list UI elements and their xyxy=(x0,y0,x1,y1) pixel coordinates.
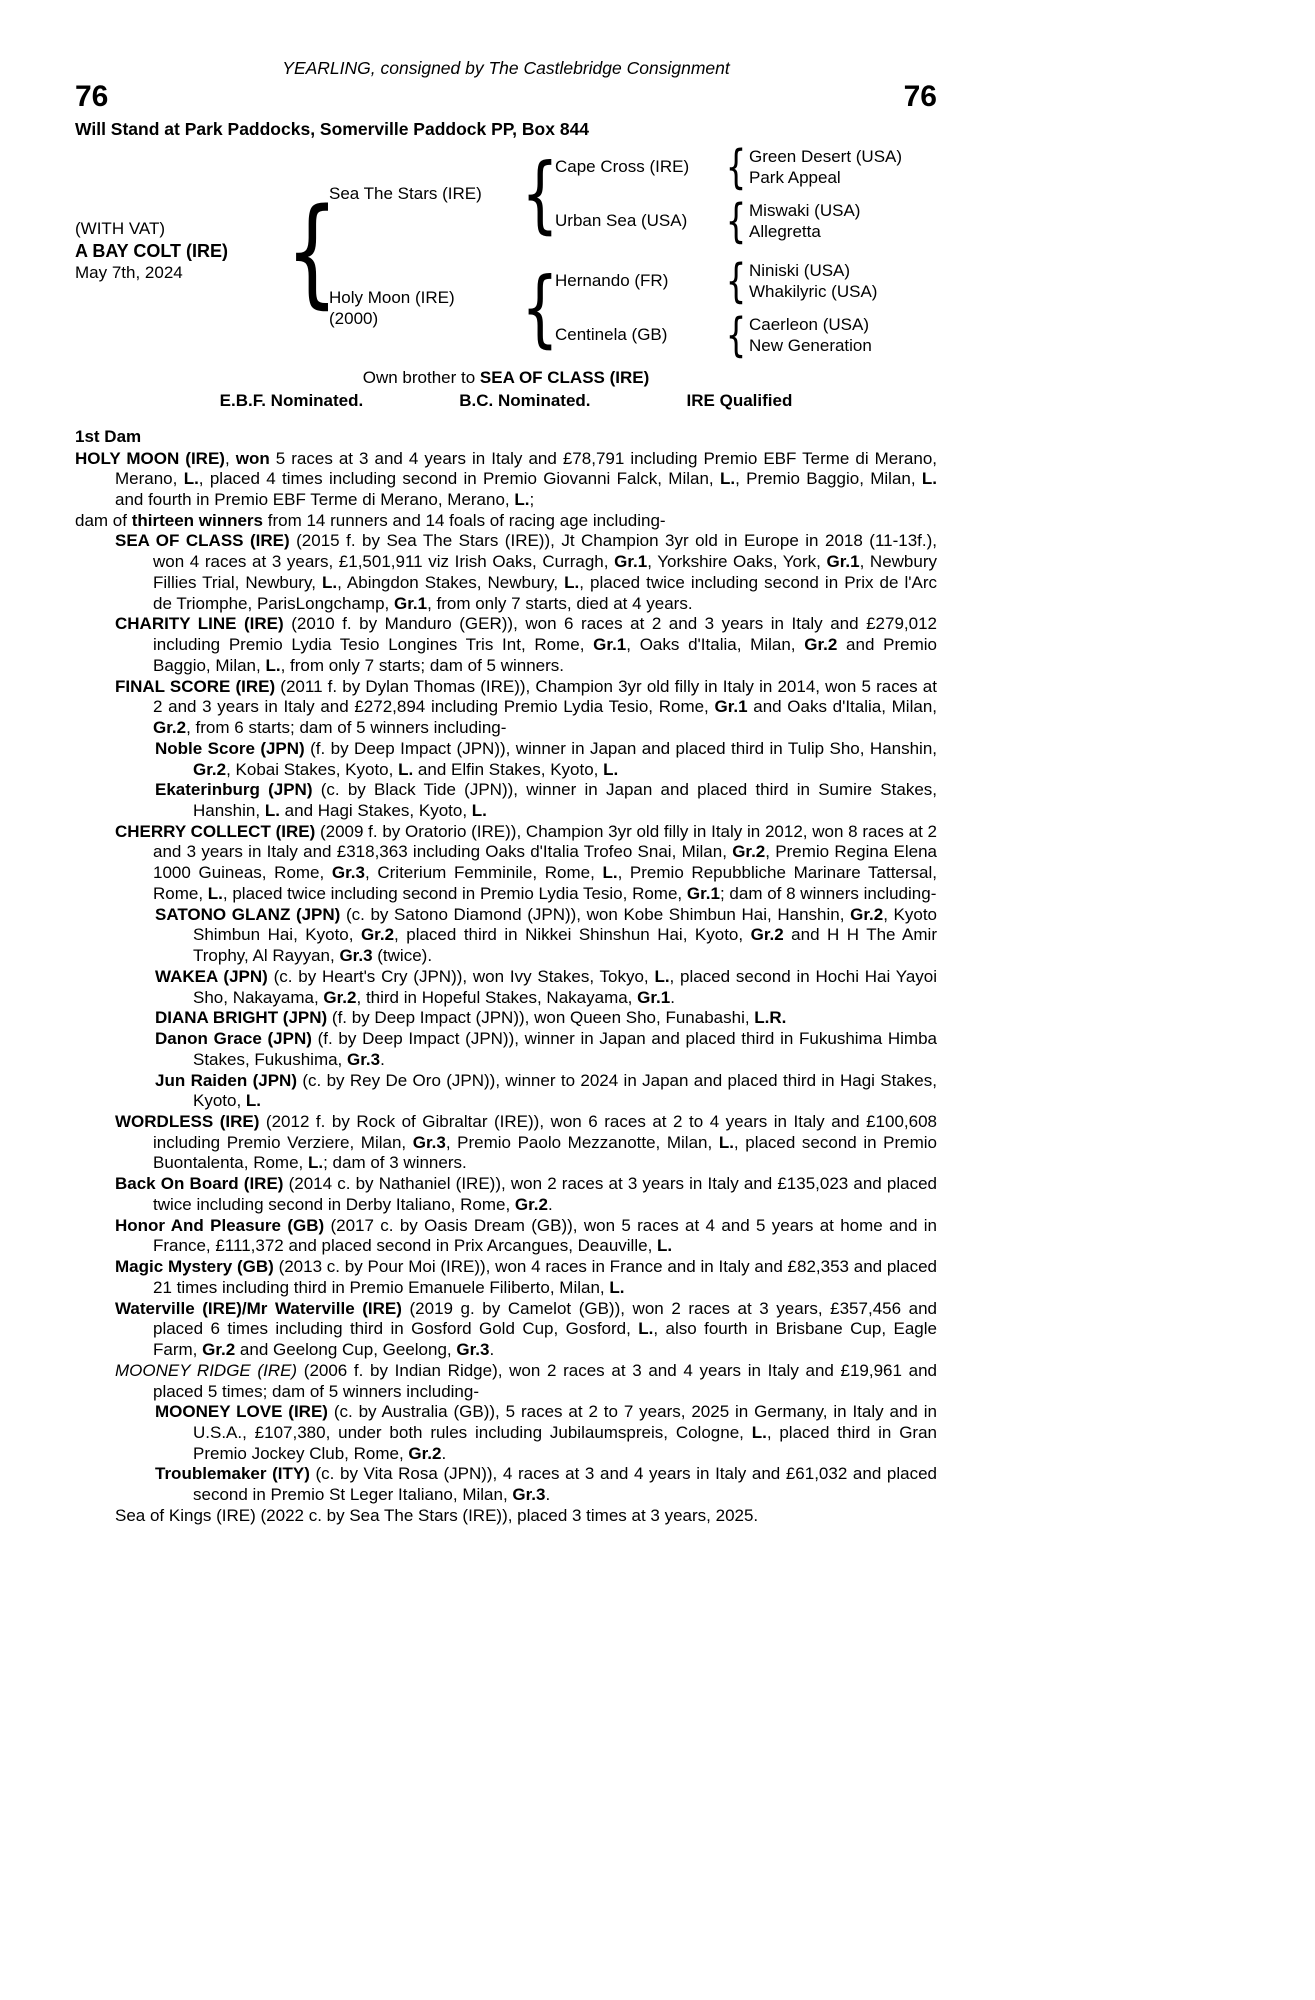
sire-dam-brace-icon xyxy=(727,198,745,244)
sire-sire-brace-icon xyxy=(727,144,745,190)
text-segment: . xyxy=(380,1049,385,1069)
text-segment: Gr.2 xyxy=(408,1443,442,1463)
first-dam-heading: 1st Dam xyxy=(75,426,142,446)
text-segment: . xyxy=(548,1194,553,1214)
text-segment: , Oaks d'Italia, Milan, xyxy=(626,635,805,655)
sire-grandparents xyxy=(555,144,902,244)
text-segment: ; dam of 3 winners. xyxy=(323,1153,467,1173)
text-segment: (2019 g. by Camelot (GB)), won 2 races at 3 years, £357,456 and placed 6 times including third in Gosford Gold Cup, Gosford, xyxy=(153,1298,937,1339)
text-segment: , placed third in Gran Premio Jockey Club, Rome, xyxy=(193,1423,937,1463)
text-segment: L. xyxy=(183,469,199,489)
text-segment: L. xyxy=(657,1236,673,1256)
pedigree-paragraph xyxy=(75,905,937,967)
text-segment: (c. by Heart's Cry (JPN)), won Ivy Stakes, Tokyo, xyxy=(267,966,655,986)
text-segment: Gr.3 xyxy=(512,1485,546,1505)
text-segment: SATONO GLANZ (JPN) xyxy=(155,904,341,924)
text-segment: L. xyxy=(207,883,223,903)
ebf-nominated: E.B.F. Nominated. xyxy=(219,390,364,410)
text-segment: , from only 7 starts; dam of 5 winners. xyxy=(280,655,565,675)
pedigree-parents xyxy=(329,144,902,358)
text-segment: (2013 c. by Pour Moi (IRE)), won 4 races in France and in Italy and £82,353 and placed 21 times including third in Premio Emanuele Filiberto, Milan, xyxy=(153,1257,938,1297)
text-segment: L. xyxy=(564,572,580,592)
pedigree-paragraph xyxy=(75,1112,937,1174)
text-segment: , Kyoto Shimbun Hai, Kyoto, xyxy=(193,904,938,945)
great-grandsire: Miswaki (USA) xyxy=(749,200,861,220)
dam-year: (2000) xyxy=(329,308,379,328)
pedigree-paragraph xyxy=(75,1402,937,1464)
text-segment: ; xyxy=(529,489,535,509)
text-segment: (c. by Vita Rosa (JPN)), 4 races at 3 and 4 years in Italy and £61,032 and placed second in Premio St Leger Italiano, Milan, xyxy=(193,1464,937,1505)
pedigree-paragraph xyxy=(75,1008,937,1029)
text-segment: and Elfin Stakes, Kyoto, xyxy=(413,759,604,779)
text-segment: Troublemaker (ITY) xyxy=(155,1464,310,1484)
pedigree-paragraph xyxy=(75,531,937,614)
text-segment: Gr.2 xyxy=(202,1340,236,1360)
lot-number-row xyxy=(75,81,937,113)
text-segment: L. xyxy=(654,966,670,986)
pedigree-paragraph xyxy=(75,1257,937,1298)
text-segment: (f. by Deep Impact (JPN)), winner in Japan and placed third in Tulip Sho, Hanshin, xyxy=(304,738,937,758)
text-segment: MOONEY LOVE (IRE) xyxy=(155,1402,328,1422)
text-segment: , xyxy=(224,448,236,468)
text-segment: Gr.3 xyxy=(456,1340,490,1360)
dam-row xyxy=(329,258,902,358)
lot-number-right: 76 xyxy=(903,80,937,113)
text-segment: . xyxy=(670,987,675,1007)
sire-dam-name: Urban Sea (USA) xyxy=(555,211,688,230)
dam-grandparents xyxy=(555,258,877,358)
text-segment: Gr.1 xyxy=(637,987,671,1007)
text-segment: , Newbury Fillies Trial, Newbury, xyxy=(153,552,938,592)
text-segment: , Criterium Femminile, Rome, xyxy=(364,863,603,883)
pedigree-paragraph xyxy=(75,967,937,1008)
stand-location: Will Stand at Park Paddocks, Somerville Paddock PP, Box 844 xyxy=(75,118,590,139)
text-segment: (2009 f. by Oratorio (IRE)), Champion 3yr old filly in Italy in 2012, won 8 races at 2 and 3 years in Italy and £318,363 including Oaks d'Italia Trofeo Snai, Milan, xyxy=(153,821,937,862)
great-granddam: New Generation xyxy=(749,335,872,355)
text-segment: , third in Hopeful Stakes, Nakayama, xyxy=(356,987,638,1007)
own-brother-line xyxy=(75,368,937,388)
text-segment: , Premio Baggio, Milan, xyxy=(735,469,922,489)
text-segment: . xyxy=(441,1443,447,1463)
text-segment: . xyxy=(545,1485,551,1505)
text-segment: L. xyxy=(514,489,530,509)
text-segment: SEA OF CLASS (IRE) xyxy=(115,531,290,551)
text-segment: L. xyxy=(307,1153,324,1173)
text-segment: (2011 f. by Dylan Thomas (IRE)), Champion 3yr old filly in Italy in 2014, won 5 races at 2 and 3 years in Italy and £272,894 including Premio Lydia Tesio, Rome, xyxy=(153,676,937,717)
text-segment: (c. by Australia (GB)), 5 races at 2 to 7 years, 2025 in Germany, in Italy and in U.S.A., £107,380, under both rules including Jubilaumspreis, Cologne, xyxy=(193,1402,937,1443)
dam-sire-brace-icon xyxy=(727,258,745,304)
text-segment: (f. by Deep Impact (JPN)), won Queen Sho, Funabashi, xyxy=(327,1008,755,1028)
great-grandsire: Caerleon (USA) xyxy=(749,314,869,334)
text-segment: , placed twice including second in Premio Lydia Tesio, Rome, xyxy=(222,883,687,903)
pedigree-main-brace-icon xyxy=(300,192,324,310)
text-segment: Gr.2 xyxy=(360,925,395,945)
text-segment: Jun Raiden (JPN) xyxy=(155,1070,297,1090)
vat-note: (WITH VAT) xyxy=(75,218,166,238)
text-segment: Gr.2 xyxy=(514,1194,548,1214)
text-segment: Waterville (IRE)/Mr Waterville (IRE) xyxy=(115,1298,402,1318)
text-segment: , Premio Repubbliche Marinare Tattersal, Rome, xyxy=(153,863,937,903)
foaling-date: May 7th, 2024 xyxy=(75,262,183,282)
sire-sire-parents xyxy=(749,146,902,188)
text-segment: and Oaks d'Italia, Milan, xyxy=(747,697,937,717)
pedigree-paragraph xyxy=(75,1506,937,1527)
text-segment: 5 races at 3 and 4 years in Italy and £78,791 including Premio EBF Terme di Merano, Merano, xyxy=(115,448,937,489)
text-segment: (twice). xyxy=(372,946,433,966)
pedigree-paragraph xyxy=(75,1071,937,1112)
pedigree-paragraph xyxy=(75,739,937,780)
first-dam-paragraphs xyxy=(75,449,937,1527)
text-segment: , placed third in Nikkei Shinshun Hai, Kyoto, xyxy=(394,925,751,945)
text-segment: Gr.3 xyxy=(331,863,365,883)
text-segment: . xyxy=(489,1340,495,1360)
text-segment: Gr.2 xyxy=(750,925,784,945)
text-segment: and Geelong Cup, Geelong, xyxy=(235,1340,457,1360)
pedigree-paragraph xyxy=(75,511,937,532)
great-granddam: Allegretta xyxy=(749,221,821,241)
text-segment: CHARITY LINE (IRE) xyxy=(115,614,284,634)
text-segment: , Kobai Stakes, Kyoto, xyxy=(226,759,399,779)
text-segment: Danon Grace (JPN) xyxy=(155,1029,312,1049)
sire-dam-row xyxy=(555,198,902,244)
text-segment: Gr.3 xyxy=(412,1132,446,1152)
pedigree-paragraph xyxy=(75,677,937,739)
text-segment: L. xyxy=(609,1277,625,1297)
text-segment: thirteen winners xyxy=(131,510,264,530)
dam-brace-icon xyxy=(530,266,551,350)
pedigree-paragraph xyxy=(75,1029,937,1070)
text-segment: L. xyxy=(751,1423,767,1443)
text-segment: Gr.1 xyxy=(714,697,748,717)
text-segment: , Premio Regina Elena 1000 Guineas, Rome, xyxy=(153,842,937,883)
text-segment: L. xyxy=(264,800,280,820)
text-segment: Gr.1 xyxy=(393,593,428,613)
text-segment: FINAL SCORE (IRE) xyxy=(115,676,276,696)
sire-sire-name: Cape Cross (IRE) xyxy=(555,157,690,176)
text-segment: Gr.1 xyxy=(686,883,720,903)
text-segment: L. xyxy=(245,1091,262,1111)
text-segment: , placed 4 times including second in Premio Giovanni Falck, Milan, xyxy=(198,469,720,489)
pedigree-paragraph xyxy=(75,1464,937,1505)
text-segment: WORDLESS (IRE) xyxy=(115,1112,260,1131)
text-segment: , Premio Paolo Mezzanotte, Milan, xyxy=(445,1132,719,1152)
dam-sire-row xyxy=(555,258,877,304)
text-segment: , Abingdon Stakes, Newbury, xyxy=(337,572,565,592)
dam-name-block xyxy=(329,287,525,329)
text-segment: Gr.2 xyxy=(323,987,357,1007)
text-segment: and fourth in Premio EBF Terme di Merano, Merano, xyxy=(115,489,515,509)
text-segment: Gr.1 xyxy=(614,552,648,572)
text-segment: (2010 f. by Manduro (GER)), won 6 races at 2 and 3 years in Italy and £279,012 including Premio Lydia Tesio Longines Tris Int, Rome, xyxy=(153,614,938,655)
text-segment: Gr.2 xyxy=(193,759,227,779)
own-brother-name: SEA OF CLASS (IRE) xyxy=(479,367,650,387)
text-segment: (2014 c. by Nathaniel (IRE)), won 2 races at 3 years in Italy and £135,023 and placed twice including second in Derby Italiano, Rome, xyxy=(153,1174,938,1214)
great-granddam: Whakilyric (USA) xyxy=(749,281,878,301)
text-segment: MOONEY RIDGE (IRE) xyxy=(115,1360,298,1380)
text-segment: Gr.1 xyxy=(593,635,627,655)
text-segment: , from only 7 starts, died at 4 years. xyxy=(427,593,693,613)
text-segment: , placed second in Hochi Hai Yayoi Sho, Nakayama, xyxy=(193,966,938,1007)
text-segment: , placed second in Premio Buontalenta, Rome, xyxy=(153,1132,938,1173)
pedigree-paragraph xyxy=(75,1299,937,1361)
dam-dam-brace-icon xyxy=(727,312,745,358)
sire-name: Sea The Stars (IRE) xyxy=(329,184,482,203)
text-segment: Magic Mystery (GB) xyxy=(115,1257,274,1277)
pedigree-paragraph xyxy=(75,780,937,821)
text-segment: Gr.2 xyxy=(850,904,884,924)
text-segment: , placed twice including second in Prix de l'Arc de Triomphe, ParisLongchamp, xyxy=(153,572,937,613)
sire-dam-parents xyxy=(749,200,860,242)
text-segment: Gr.2 xyxy=(804,635,838,655)
dam-sire-parents xyxy=(749,260,877,302)
nominations-line xyxy=(75,391,937,411)
pedigree-paragraph xyxy=(75,614,937,676)
pedigree-table xyxy=(75,144,937,358)
text-segment: Gr.2 xyxy=(153,718,187,738)
text-segment: and Hagi Stakes, Kyoto, xyxy=(279,800,472,820)
text-segment: Gr.2 xyxy=(732,842,766,862)
great-granddam: Park Appeal xyxy=(749,167,841,187)
own-brother-prefix: Own brother to xyxy=(362,367,480,387)
text-segment: L. xyxy=(471,800,487,820)
bc-nominated: B.C. Nominated. xyxy=(459,390,591,410)
dam-dam-row xyxy=(555,312,877,358)
page-content xyxy=(75,58,937,1527)
dam-dam-name: Centinela (GB) xyxy=(555,325,668,344)
text-segment: (c. by Satono Diamond (JPN)), won Kobe Shimbun Hai, Hanshin, xyxy=(340,904,851,924)
pedigree-paragraph xyxy=(75,1361,937,1402)
text-segment: CHERRY COLLECT (IRE) xyxy=(115,821,316,841)
great-grandsire: Green Desert (USA) xyxy=(749,146,903,166)
text-segment: ; dam of 8 winners including- xyxy=(719,883,937,903)
pedigree-paragraph xyxy=(75,822,937,905)
lot-details xyxy=(75,218,295,284)
text-segment: Gr.3 xyxy=(347,1049,381,1069)
text-segment: L. xyxy=(398,759,414,779)
text-segment: Honor And Pleasure (GB) xyxy=(115,1215,325,1235)
sire-row xyxy=(329,144,902,244)
text-segment: , from 6 starts; dam of 5 winners including- xyxy=(186,718,507,738)
dam-sire-name: Hernando (FR) xyxy=(555,271,669,290)
text-segment: WAKEA (JPN) xyxy=(155,966,268,986)
text-segment: (2006 f. by Indian Ridge), won 2 races at 3 and 4 years in Italy and £19,961 and placed 5 times; dam of 5 winners including- xyxy=(153,1360,938,1401)
text-segment: L. xyxy=(321,572,338,592)
pedigree-paragraph xyxy=(75,1174,937,1215)
great-grandsire: Niniski (USA) xyxy=(749,260,851,280)
sire-sire-row xyxy=(555,144,902,190)
dam-dam-parents xyxy=(749,314,872,356)
lot-number-left: 76 xyxy=(75,80,109,113)
colt-name: A BAY COLT (IRE) xyxy=(75,240,229,261)
text-segment: L. xyxy=(719,469,736,489)
text-segment: HOLY MOON (IRE) xyxy=(75,448,225,468)
text-segment: , also fourth in Brisbane Cup, Eagle Farm, xyxy=(153,1319,937,1360)
text-segment: from 14 runners and 14 foals of racing age including- xyxy=(263,510,666,530)
text-segment: , Yorkshire Oaks, York, xyxy=(647,552,827,572)
text-segment: L. xyxy=(718,1132,734,1152)
dam-name: Holy Moon (IRE) xyxy=(329,287,455,307)
text-segment: Ekaterinburg (JPN) xyxy=(155,780,313,800)
text-segment: Sea of Kings (IRE) (2022 c. by Sea The Stars (IRE)), placed 3 times at 3 years, 2025. xyxy=(115,1505,759,1525)
text-segment: Noble Score (JPN) xyxy=(155,738,305,758)
text-segment: L. xyxy=(638,1319,654,1339)
text-segment: (c. by Black Tide (JPN)), winner in Japan and placed third in Sumire Stakes, Hanshin, xyxy=(193,780,937,820)
text-segment: L. xyxy=(921,469,938,489)
text-segment: DIANA BRIGHT (JPN) xyxy=(155,1008,328,1028)
consignment-title: YEARLING, consigned by The Castlebridge Consignment xyxy=(282,58,730,78)
text-segment: Gr.1 xyxy=(826,552,860,572)
text-segment: L.R. xyxy=(754,1008,787,1028)
text-segment: Gr.3 xyxy=(339,946,373,966)
text-segment: (2017 c. by Oasis Dream (GB)), won 5 races at 4 and 5 years at home and in France, £111,372 and placed second in Prix Arcangues, Deauville, xyxy=(153,1215,937,1256)
ire-qualified: IRE Qualified xyxy=(686,390,793,410)
text-segment: L. xyxy=(602,863,618,883)
text-segment: L. xyxy=(603,759,619,779)
text-segment: L. xyxy=(265,655,281,675)
text-segment: (f. by Deep Impact (JPN)), winner in Japan and placed third in Fukushima Himba Stakes, Fukushima, xyxy=(193,1029,937,1069)
text-segment: dam of xyxy=(75,510,132,530)
pedigree-paragraph xyxy=(75,1216,937,1257)
sire-brace-icon xyxy=(530,152,551,236)
text-segment: won xyxy=(235,448,270,468)
text-segment: (c. by Rey De Oro (JPN)), winner to 2024 in Japan and placed third in Hagi Stakes, Kyoto, xyxy=(193,1070,937,1111)
text-segment: and H H The Amir Trophy, Al Rayyan, xyxy=(193,925,937,966)
text-segment: (2015 f. by Sea The Stars (IRE)), Jt Champion 3yr old in Europe in 2018 (11-13f.), won 4 races at 3 years, £1,501,911 viz Irish Oaks, Curragh, xyxy=(153,531,937,572)
pedigree-paragraph xyxy=(75,449,937,511)
text-segment: (2012 f. by Rock of Gibraltar (IRE)), won 6 races at 2 to 4 years in Italy and £100,608 including Premio Verziere, Milan, xyxy=(153,1112,937,1152)
text-segment: Back On Board (IRE) xyxy=(115,1174,284,1194)
text-segment: and Premio Baggio, Milan, xyxy=(153,635,937,675)
